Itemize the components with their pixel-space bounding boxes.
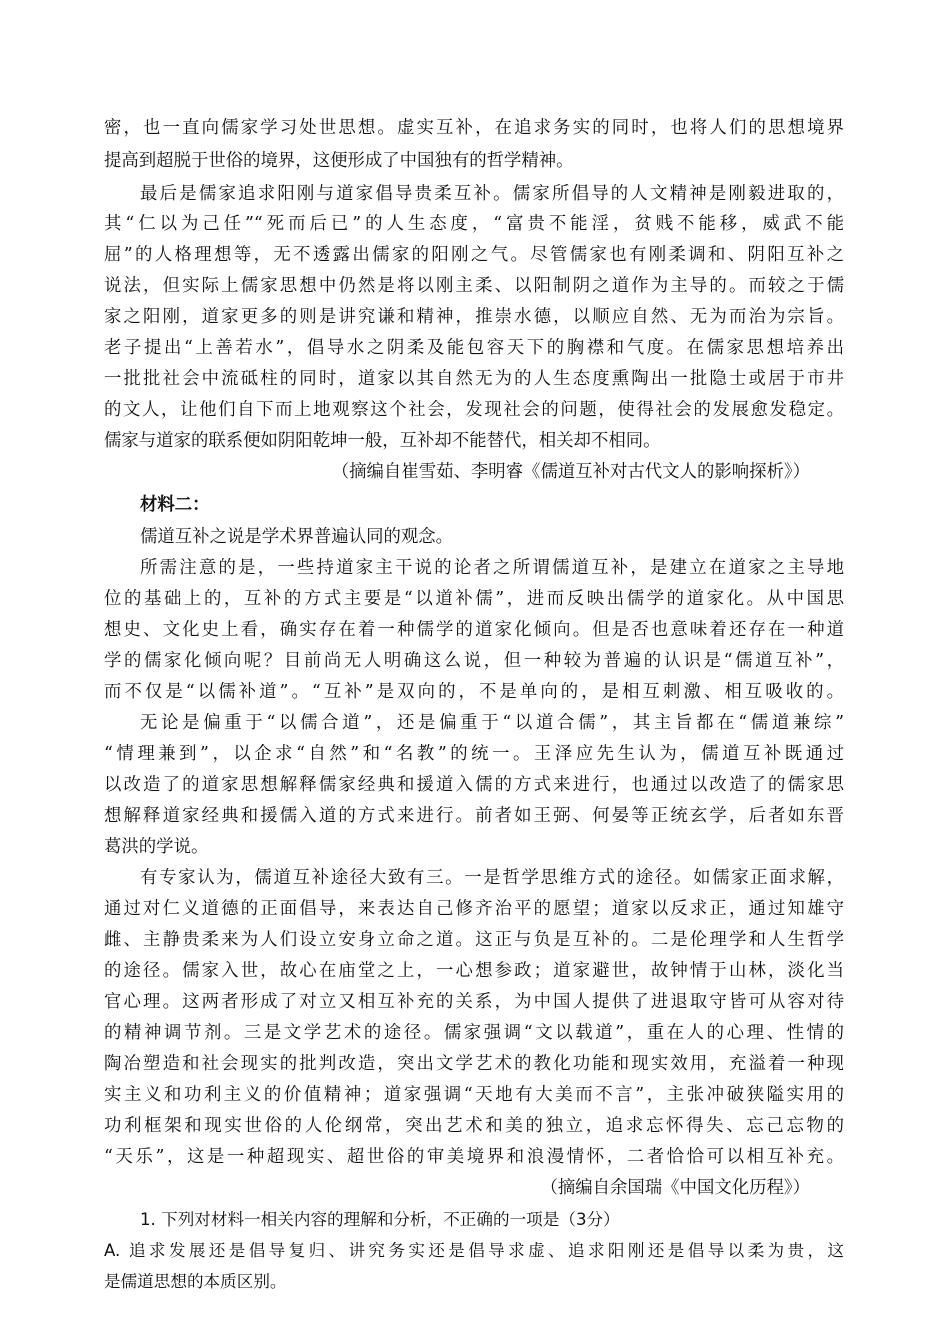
source-citation: （摘编自崔雪茹、李明睿《儒道互补对古代文人的影响探析》） — [331, 462, 810, 482]
text-line: 雌、主静贵柔来为人们设立安身立命之道。这正与负是互补的。二是伦理学和人生哲学 — [104, 930, 844, 950]
text-line: 的途径。儒家入世，故心在庙堂之上，一心想参政；道家避世，故钟情于山林，淡化当 — [104, 961, 844, 981]
text-line: 儒道互补之说是学术界普遍认同的观念。 — [140, 527, 454, 547]
text-line: 最后是儒家追求阳刚与道家倡导贵柔互补。儒家所倡导的人文精神是刚毅进取的， — [140, 184, 844, 204]
text-line: 密，也一直向儒家学习处世思想。虚实互补，在追求务实的同时，也将人们的思想境界 — [104, 118, 844, 138]
text-line: 儒家与道家的联系便如阴阳乾坤一般，互补却不能替代，相关却不相同。 — [104, 431, 661, 451]
text-line: 以改造了的道家思想解释儒家经典和援道入儒的方式来进行，也通过以改造了的儒家思 — [104, 775, 844, 795]
text-line: 陶冶塑造和社会现实的批判改造，突出文学艺术的教化功能和现实效用，充溢着一种现 — [104, 1054, 844, 1074]
text-line: 葛洪的学说。 — [104, 837, 209, 857]
source-citation: （摘编自余国瑞《中国文化历程》） — [540, 1178, 810, 1198]
text-line: 说法，但实际上儒家思想中仍然是将以刚主柔、以阳制阴之道作为主导的。而较之于儒 — [104, 276, 844, 296]
text-line: 位的基础上的，互补的方式主要是“以道补儒”，进而反映出儒学的道家化。从中国思 — [104, 589, 844, 609]
text-line: 所需注意的是，一些持道家主干说的论者之所谓儒道互补，是建立在道家之主导地 — [140, 558, 844, 578]
text-line: 老子提出“上善若水”，倡导水之阴柔及能包容天下的胸襟和气度。在儒家思想培养出 — [104, 338, 844, 358]
option-a-cont: 是儒道思想的本质区别。 — [104, 1272, 287, 1291]
text-line: 想史、文化史上看，确实存在着一种儒学的道家化倾向。但是否也意味着还存在一种道 — [104, 620, 844, 640]
text-line: 其“仁以为己任”“死而后已”的人生态度，“富贵不能淫，贫贱不能移，威武不能 — [104, 214, 844, 234]
question-text: 1. 下列对材料一相关内容的理解和分析，不正确的一项是（3分） — [140, 1210, 620, 1229]
text-line: 而不仅是“以儒补道”。“互补”是双向的，不是单向的，是相互刺激、相互吸收的。 — [104, 682, 844, 702]
option-a: A. 追求发展还是倡导复归、讲究务实还是倡导求虚、追求阳刚还是倡导以柔为贵，这 — [104, 1241, 844, 1260]
text-line: 的精神调节剂。三是文学艺术的途径。儒家强调“文以载道”，重在人的心理、性情的 — [104, 1023, 844, 1043]
text-line: 通过对仁义道德的正面倡导，来表达自己修齐治平的愿望；道家以反求正，通过知雄守 — [104, 899, 844, 919]
text-line: 一批批社会中流砥柱的同时，道家以其自然无为的人生态度熏陶出一批隐士或居于市井 — [104, 369, 844, 389]
text-line: “天乐”，这是一种超现实、超世俗的审美境界和浪漫情怀，二者恰恰可以相互补充。 — [104, 1147, 844, 1167]
text-line: 有专家认为，儒道互补途径大致有三。一是哲学思维方式的途径。如儒家正面求解， — [140, 868, 844, 888]
text-line: 屈”的人格理想等，无不透露出儒家的阳刚之气。尽管儒家也有刚柔调和、阴阳互补之 — [104, 245, 844, 265]
text-line: 提高到超脱于世俗的境界，这便形成了中国独有的哲学精神。 — [104, 151, 574, 171]
text-line: 学的儒家化倾向呢？目前尚无人明确这么说，但一种较为普遍的认识是“儒道互补”， — [104, 651, 844, 671]
section-heading: 材料二： — [140, 495, 210, 515]
text-line: 家之阳刚，道家更多的则是讲究谦和精神，推崇水德，以顺应自然、无为而治为宗旨。 — [104, 307, 844, 327]
text-line: 官心理。这两者形成了对立又相互补充的关系，为中国人提供了进退取守皆可从容对待 — [104, 992, 844, 1012]
text-line: 实主义和功利主义的价值精神；道家强调“天地有大美而不言”，主张冲破狭隘实用的 — [104, 1085, 844, 1105]
text-line: 想解释道家经典和援儒入道的方式来进行。前者如王弼、何晏等正统玄学，后者如东晋 — [104, 806, 844, 826]
text-line: 功利框架和现实世俗的人伦纲常，突出艺术和美的独立，追求忘怀得失、忘己忘物的 — [104, 1116, 844, 1136]
text-line: “情理兼到”，以企求“自然”和“名教”的统一。王泽应先生认为，儒道互补既通过 — [104, 744, 844, 764]
text-line: 无论是偏重于“以儒合道”，还是偏重于“以道合儒”，其主旨都在“儒道兼综” — [140, 713, 844, 733]
text-line: 的文人，让他们自下而上地观察这个社会，发现社会的问题，使得社会的发展愈发稳定。 — [104, 400, 844, 420]
